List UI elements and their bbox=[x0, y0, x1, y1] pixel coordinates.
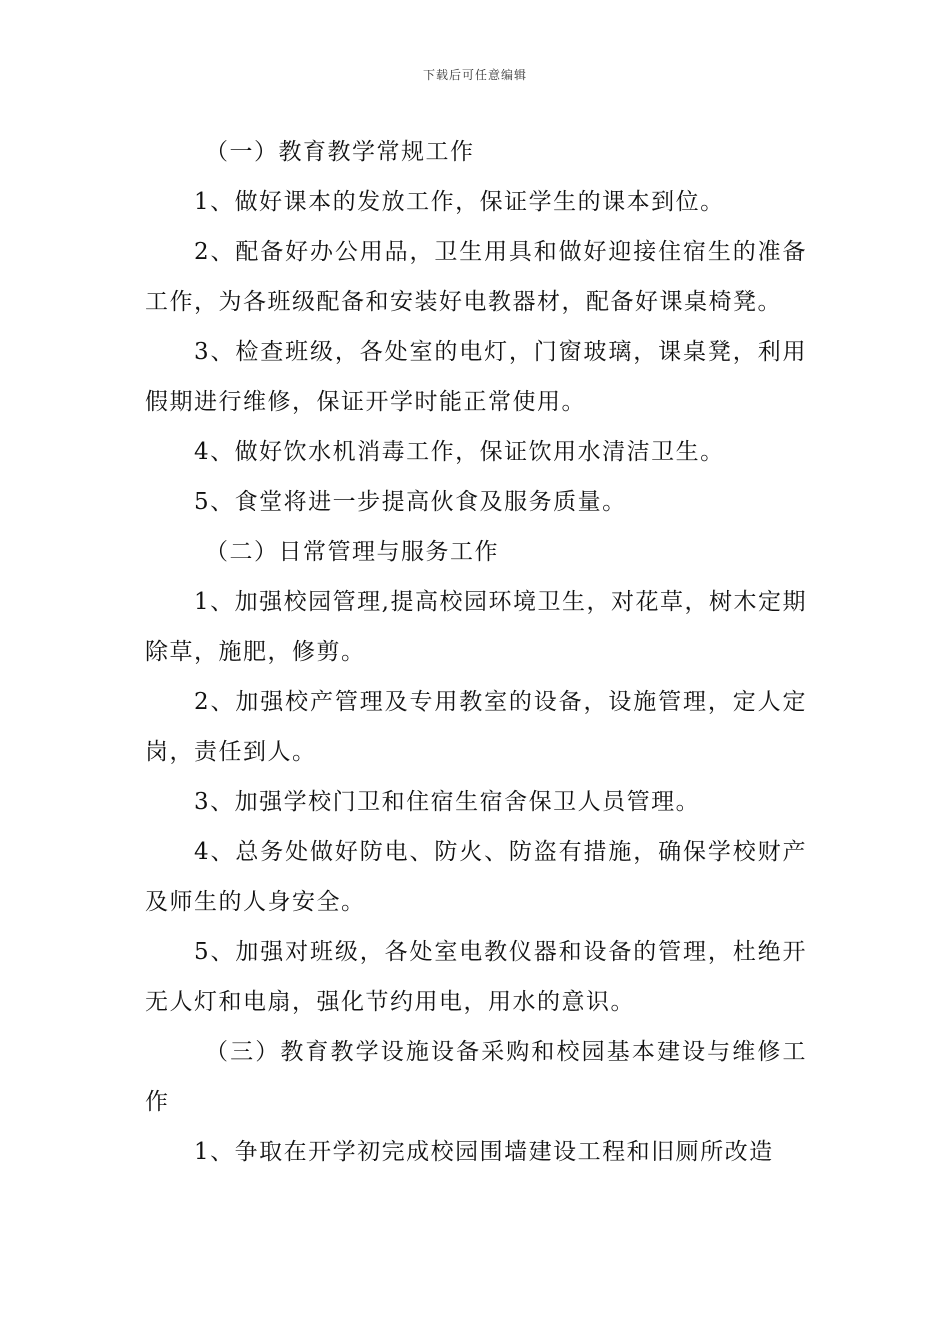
paragraph: 4、做好饮水机消毒工作，保证饮用水清洁卫生。 bbox=[194, 439, 725, 465]
paragraph: 5、加强对班级，各处室电教仪器和设备的管理，杜绝开无人灯和电扇，强化节约用电，用水的意识。 bbox=[145, 939, 807, 1015]
paragraph: 1、做好课本的发放工作，保证学生的课本到位。 bbox=[194, 189, 725, 215]
paragraph: 3、加强学校门卫和住宿生宿舍保卫人员管理。 bbox=[194, 789, 701, 815]
paragraph: 1、加强校园管理,提高校园环境卫生，对花草，树木定期除草，施肥，修剪。 bbox=[145, 589, 807, 665]
download-note: 下载后可任意编辑 bbox=[422, 68, 527, 82]
paragraph: 4、总务处做好防电、防火、防盗有措施，确保学校财产及师生的人身安全。 bbox=[145, 839, 807, 915]
paragraph: 5、食堂将进一步提高伙食及服务质量。 bbox=[194, 489, 627, 515]
document-body bbox=[145, 127, 807, 1177]
paragraph: 2、配备好办公用品，卫生用具和做好迎接住宿生的准备工作，为各班级配备和安装好电教器材，配备好课桌椅凳。 bbox=[145, 239, 807, 315]
section-heading-3: （三）教育教学设施设备采购和校园基本建设与维修工作 bbox=[145, 1039, 807, 1115]
section-heading-1: （一）教育教学常规工作 bbox=[205, 139, 475, 165]
section-heading-2: （二）日常管理与服务工作 bbox=[205, 539, 499, 565]
paragraph: 1、争取在开学初完成校园围墙建设工程和旧厕所改造 bbox=[194, 1139, 774, 1165]
paragraph: 2、加强校产管理及专用教室的设备，设施管理，定人定岗，责任到人。 bbox=[145, 689, 807, 765]
paragraph: 3、检查班级，各处室的电灯，门窗玻璃，课桌凳，利用假期进行维修，保证开学时能正常使用。 bbox=[145, 339, 807, 415]
